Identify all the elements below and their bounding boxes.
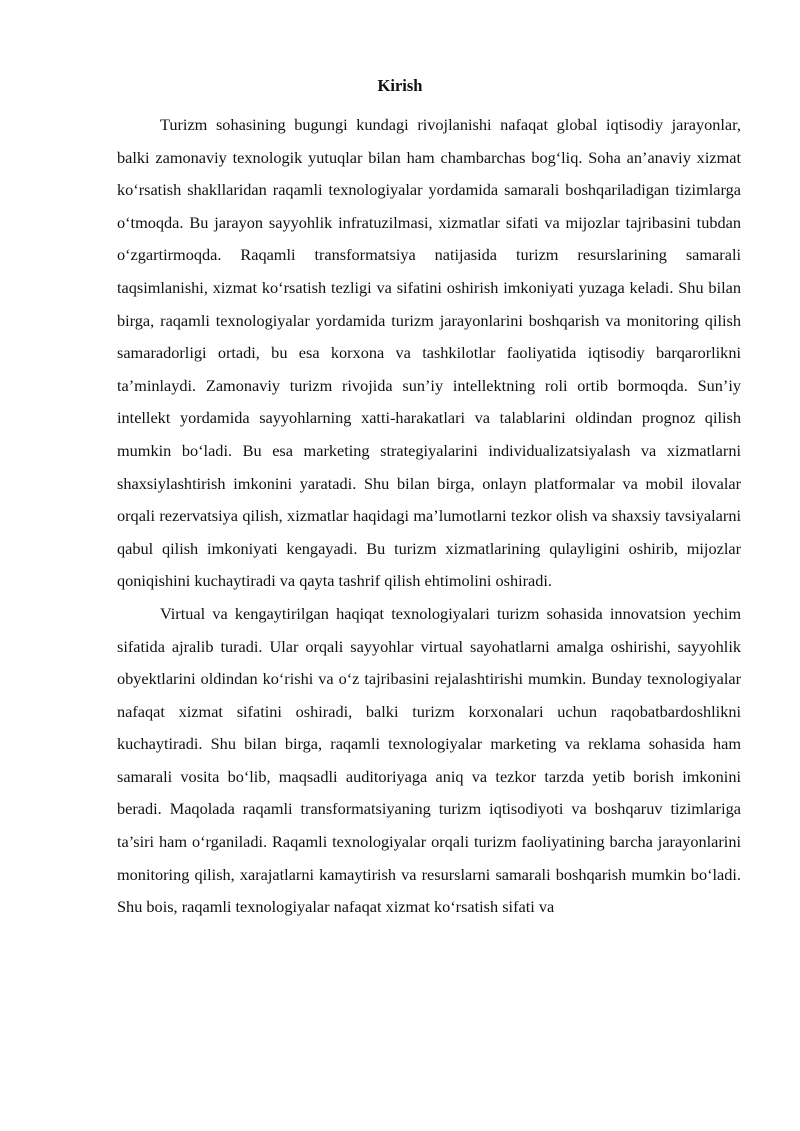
section-heading: Kirish (377, 76, 423, 95)
body-text (117, 109, 741, 924)
paragraph-2: Virtual va kengaytirilgan haqiqat texnologiyalari turizm sohasida innovatsion yechim sifatida ajralib turadi. Ular orqali sayyohlar virtual sayohatlarni amalga oshirishi, sayyohlik obyektlarini oldindan ko‘rishi va o‘z tajribasini rejalashtirishi mumkin. Bunday texnologiyalar nafaqat xizmat sifatini oshiradi, balki turizm korxonalari uchun raqobatbardoshlikni kuchaytiradi. Shu bilan birga, raqamli texnologiyalar marketing va reklama sohasida ham samarali vosita bo‘lib, maqsadli auditoriyaga aniq va tezkor tarzda yetib borish imkonini beradi. Maqolada raqamli transformatsiyaning turizm iqtisodiyoti va boshqaruv tizimlariga ta’siri ham o‘rganiladi. Raqamli texnologiyalar orqali turizm faoliyatining barcha jarayonlarini monitoring qilish, xarajatlarni kamaytirish va resurslarni samarali boshqarish mumkin bo‘ladi. Shu bois, raqamli texnologiyalar nafaqat xizmat ko‘rsatish sifati va (117, 603, 741, 917)
paragraph-1: Turizm sohasining bugungi kundagi rivojlanishi nafaqat global iqtisodiy jarayonlar, balki zamonaviy texnologik yutuqlar bilan ham chambarchas bog‘liq. Soha an’anaviy xizmat ko‘rsatish shakllaridan raqamli texnologiyalar yordamida samarali boshqariladigan tizimlarga o‘tmoqda. Bu jarayon sayyohlik infratuzilmasi, xizmatlar sifati va mijozlar tajribasini tubdan o‘zgartirmoqda. Raqamli transformatsiya natijasida turizm resurslarining samarali taqsimlanishi, xizmat ko‘rsatish tezligi va sifatini oshirish imkoniyati yuzaga keladi. Shu bilan birga, raqamli texnologiyalar yordamida turizm jarayonlarini boshqarish va monitoring qilish samaradorligi ortadi, bu esa korxona va tashkilotlar faoliyatida iqtisodiy barqarorlikni ta’minlaydi. Zamonaviy turizm rivojida sun’iy intellektning roli ortib bormoqda. Sun’iy intellekt yordamida sayyohlarning xatti-harakatlari va talablarini oldindan prognoz qilish mumkin bo‘ladi. Bu esa marketing strategiyalarini individualizatsiyalash va xizmatlarni shaxsiylashtirish imkonini yaratadi. Shu bilan birga, onlayn platformalar va mobil ilovalar orqali rezervatsiya qilish, xizmatlar haqidagi ma’lumotlarni tezkor olish va shaxsiy tavsiyalarni qabul qilish imkoniyati kengayadi. Bu turizm xizmatlarining qulayligini oshirib, mijozlar qoniqishini kuchaytiradi va qayta tashrif qilish ehtimolini oshiradi. (117, 115, 741, 591)
